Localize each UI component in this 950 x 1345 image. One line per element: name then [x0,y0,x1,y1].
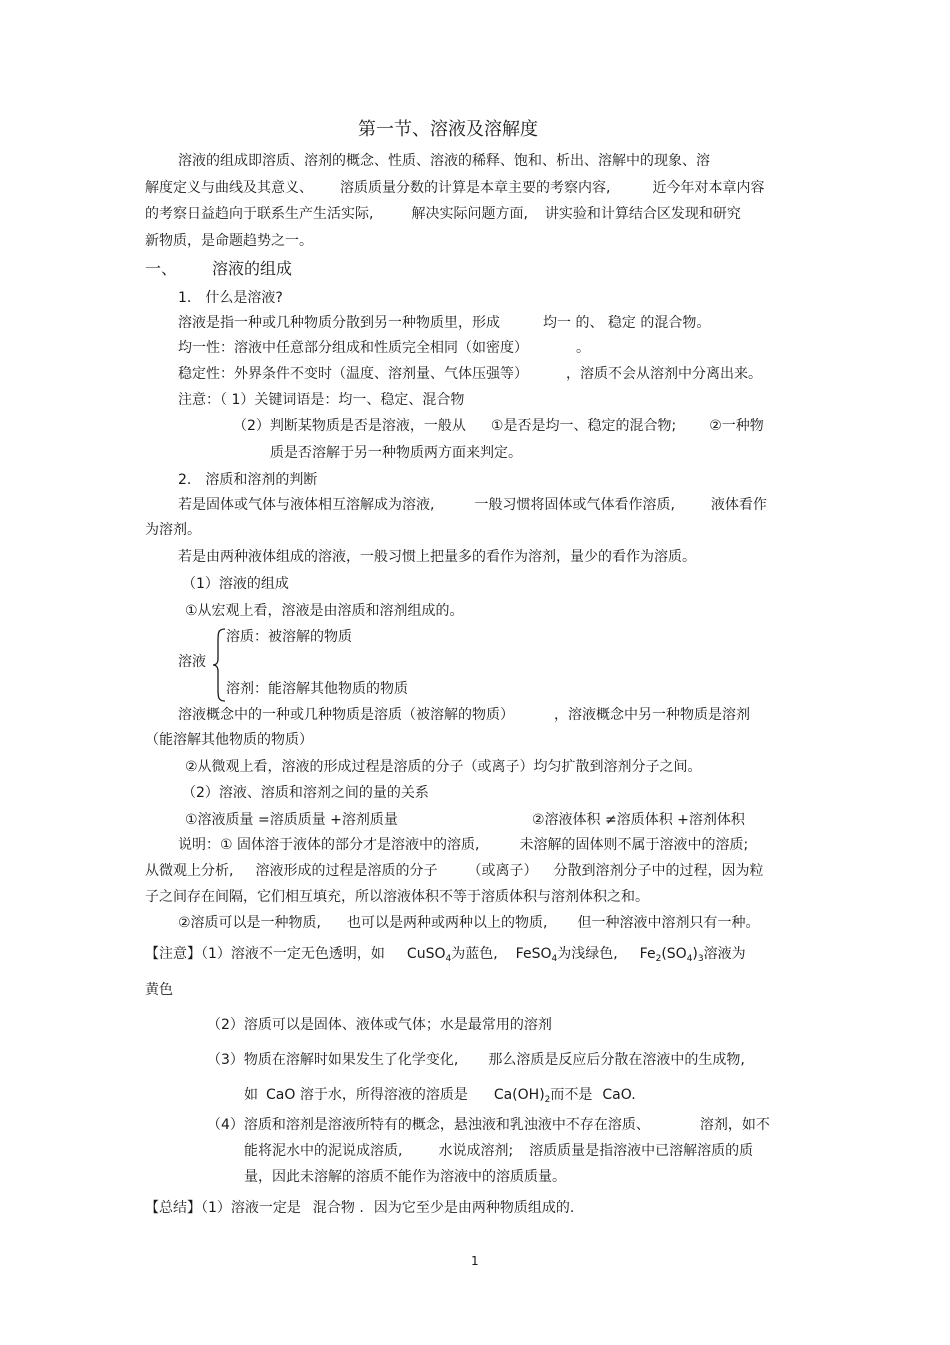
note-line: 注意：（ 1）关键词语是：均一、稳定、混合物 [178,392,465,408]
page-title: 第一节、溶液及溶解度 [358,119,538,140]
text-span: 溶液是指一种或几种物质分散到另一种物质里，形成 [178,315,500,331]
subscript: 2 [544,1095,551,1105]
mass-relation: ①溶液质量 =溶质质量 +溶剂质量 [185,812,398,828]
subscript: 3 [697,954,704,964]
text-span: CaO 溶于水，所得溶液的溶质是 [266,1087,468,1103]
subscript: 2 [655,954,662,964]
formula: Ca(OH) [493,1087,545,1103]
formula: CuSO [406,946,446,962]
text-span: 解度定义与曲线及其意义、 [145,180,313,196]
text-span: ②一种物 [709,418,764,434]
text-span: 的考察日益趋向于联系生产生活实际, [145,206,374,222]
notice-line [207,1115,770,1135]
text-span: 溶质质量是指溶液中已溶解溶质的质 [529,1143,754,1159]
intro-line: 溶液的组成即溶质、溶剂的概念、性质、溶液的稀释、饱和、析出、溶解中的现象、溶 [178,153,710,169]
stability-line [178,364,762,384]
paragraph-line: （能溶解其他物质的物质） [145,732,313,748]
text-span: 均一 的、 稳定 的混合物。 [543,315,711,331]
formula: CaO. [602,1087,636,1103]
paragraph-line [178,705,750,725]
text-span: （或离子） [467,863,538,879]
text-span: 为蓝色, [451,946,498,962]
text-span: 那么溶质是反应后分散在溶液中的生成物, [488,1052,745,1068]
intro-line [145,204,741,224]
text-span: 稳定性：外界条件不变时（温度、溶剂量、气体压强等） [178,366,528,382]
notice-line [244,1141,753,1161]
text-span: 近今年对本章内容 [652,180,765,196]
text-span: 溶液为 [703,946,746,962]
subscript: 4 [551,954,558,964]
text-span: （3）物质在溶解时如果发生了化学变化, [207,1052,459,1068]
solution-label: 溶液 [178,654,206,670]
text-span: 能将泥水中的泥说成溶质, [244,1143,403,1159]
paragraph-line: 若是由两种液体组成的溶液，一般习惯上把量多的看作为溶剂，量少的看作为溶质。 [178,549,696,565]
note-line [233,416,764,436]
text-span: 也可以是两种或两种以上的物质, [347,915,548,931]
text-span: （1）溶液一定是 [201,1200,301,1216]
subsection-title: 2. 溶质和溶剂的判断 [178,472,318,488]
text-span: （1）溶液不一定无色透明，如 [201,946,385,962]
text-span: 而不是 [550,1087,593,1103]
text-span: 未溶解的固体则不属于溶液中的溶质; [519,837,749,853]
definition-line [178,313,710,333]
text-span: 解决实际问题方面, [411,206,528,222]
text-span: 溶剂，如不 [699,1117,770,1133]
text-span: 混合物 . [312,1200,364,1216]
text-span: 。 [576,340,590,356]
text-span: （4）溶质和溶剂是溶液所特有的概念，悬浊液和乳浊液中不存在溶质、 [207,1117,650,1133]
text-span: 水说成溶剂; [438,1143,514,1159]
paragraph-line [178,495,767,515]
item-title: （1）溶液的组成 [182,576,289,592]
paragraph-line [178,835,748,855]
summary-label: 【总结】 [145,1200,201,1216]
text-span: 均一性：溶液中任意部分组成和性质完全相同（如密度） [178,340,528,356]
paragraph-line: ①从宏观上看，溶液是由溶质和溶剂组成的。 [185,603,464,619]
formula: Fe [639,946,656,962]
page-number: 1 [471,1254,479,1268]
intro-line [145,178,764,198]
notice-line [244,1085,636,1105]
notice-label: 【注意】 [145,946,201,962]
text-span: 为浅绿色, [557,946,618,962]
curly-brace-icon [211,627,227,703]
section-number: 一、 [145,259,178,278]
uniformity-line [178,338,590,358]
notice-line: （2）溶质可以是固体、液体或气体；水是最常用的溶剂 [207,1017,552,1033]
volume-relation: ②溶液体积 ≠溶质体积 +溶剂体积 [532,812,745,828]
note-line: 质是否溶解于另一种物质两方面来判定。 [270,445,522,461]
notice-line: 量，因此未溶解的溶质不能作为溶液中的溶质质量。 [244,1169,566,1185]
text-span: 分散到溶剂分子中的过程，因为粒 [553,863,764,879]
text-span: ，溶质不会从溶剂中分离出来。 [566,366,762,382]
solute-definition: 溶质：被溶解的物质 [226,629,352,645]
text-span: 因为它至少是由两种物质组成的. [373,1200,575,1216]
summary-line [145,1198,574,1218]
text-span: 溶液形成的过程是溶质的分子 [255,863,438,879]
text-span: 一般习惯将固体或气体看作溶质, [474,497,675,513]
text-span: 但一种溶液中溶剂只有一种。 [577,915,760,931]
solvent-definition: 溶剂：能溶解其他物质的物质 [226,681,408,697]
paragraph-line: ②从微观上看，溶液的形成过程是溶质的分子（或离子）均匀扩散到溶剂分子之间。 [185,759,702,775]
text-span: ②溶质可以是一种物质, [178,915,322,931]
section-heading: 溶液的组成 [212,259,293,278]
paragraph-line [145,861,763,881]
notice-line [207,1050,745,1070]
intro-line: 新物质，是命题趋势之一。 [145,233,313,249]
text-span: 溶质质量分数的计算是本章主要的考察内容, [340,180,611,196]
formula: ) [692,946,698,962]
text-span: ①是否是均一、稳定的混合物; [490,418,677,434]
text-span: 讲实验和计算结合区发现和研究 [544,206,741,222]
text-span: 若是固体或气体与液体相互溶解成为溶液, [178,497,435,513]
text-span: 溶液概念中的一种或几种物质是溶质（被溶解的物质） [178,707,514,723]
paragraph-line: 为溶剂。 [145,522,201,538]
text-span: 说明：① 固体溶于液体的部分才是溶液中的溶质, [178,837,480,853]
formula: (SO [661,946,687,962]
paragraph-line [178,913,759,933]
subscript: 4 [686,954,693,964]
paragraph-line: 子之间存在间隔，它们相互填充，所以溶液体积不等于溶质体积与溶剂体积之和。 [145,889,649,905]
notice-line [145,944,746,964]
text-span: 如 [244,1087,258,1103]
subsection-title: 1. 什么是溶液? [178,290,283,306]
text-span: 液体看作 [710,497,767,513]
formula: FeSO [515,946,552,962]
text-span: ，溶液概念中另一种物质是溶剂 [554,707,750,723]
notice-line: 黄色 [145,982,173,998]
text-span: （2）判断某物质是否是溶液，一般从 [233,418,466,434]
text-span: 从微观上分析, [145,863,234,879]
item-title: （2）溶液、溶质和溶剂之间的量的关系 [182,785,429,801]
subscript: 4 [445,954,452,964]
